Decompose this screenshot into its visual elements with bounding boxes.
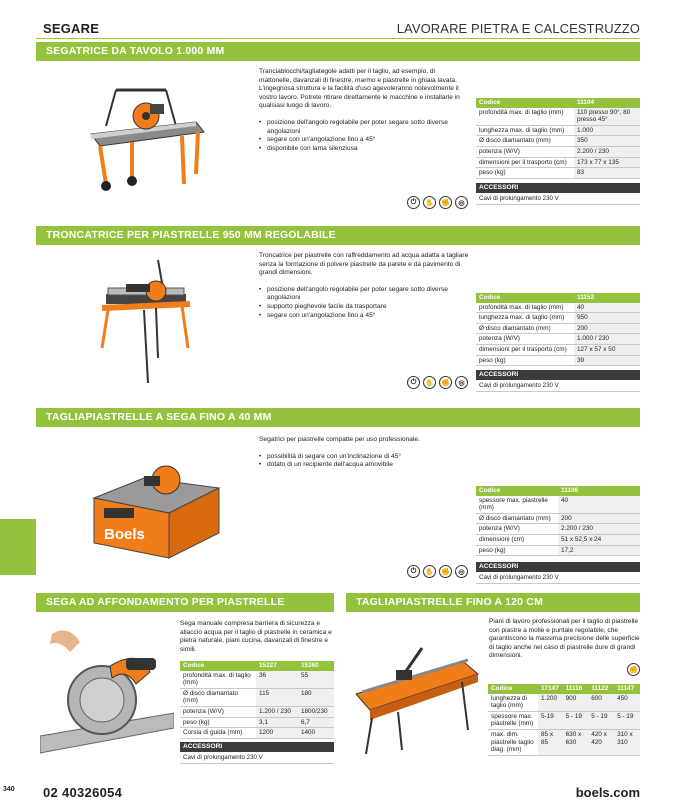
spec-table — [476, 98, 640, 205]
spec-value: 3,1 — [256, 717, 298, 728]
code-label: Codice — [476, 486, 558, 496]
spec-row — [476, 334, 640, 345]
feature-list — [259, 119, 469, 153]
glove-icon: ✊ — [439, 196, 452, 209]
spec-row — [488, 729, 640, 755]
spec-value: 2.200 / 230 — [574, 146, 640, 157]
description-text: Piani di lavoro professionali per il taglio di piastrelle con piastre a molle e puntale regolabile, che garantiscono la massima precisione delle superficie di taglio anche nel caso di piastrelle dure di grandi dimensioni. — [489, 618, 640, 660]
spec-row — [476, 168, 640, 179]
spec-label: dimensioni per il trasporto (cm) — [476, 344, 574, 355]
spec-value: 900 — [563, 694, 589, 712]
spec-row — [476, 524, 640, 535]
spec-label: peso (kg) — [180, 717, 256, 728]
safety-icons — [627, 663, 640, 676]
product-code: 11147 — [614, 684, 640, 694]
feature-item: • posizione dell'angolo regolabile per poter segare sotto diverse angolazioni — [259, 119, 469, 136]
feature-item: • disponibile con lama silenziosa — [259, 145, 469, 154]
product-code: 11116 — [563, 684, 589, 694]
spec-value: 950 — [574, 313, 640, 324]
table-saw-image — [86, 84, 206, 194]
category-title: SEGARE — [43, 21, 100, 36]
spec-row — [476, 496, 640, 514]
spec-label: spessore max. piastrelle (mm) — [476, 496, 558, 514]
accessories-header: ACCESSORI — [476, 183, 640, 193]
spec-value: 630 x 630 — [563, 729, 589, 755]
spec-row — [476, 136, 640, 147]
spec-row — [476, 534, 640, 545]
spec-label: lunghezza di taglio (mm) — [488, 694, 538, 712]
product-description — [259, 252, 474, 320]
spec-label: spessore max. piastrelle (mm) — [488, 711, 538, 729]
hand-icon: ✋ — [423, 376, 436, 389]
hand-icon: ✋ — [423, 196, 436, 209]
spec-value: 200 — [558, 513, 640, 524]
spec-label: max. dim. piastrelle taglio diag. (mm) — [488, 729, 538, 755]
spec-value: 40 — [558, 496, 640, 514]
spec-label: dimensioni per il trasporto (cm) — [476, 157, 574, 168]
spec-label: Ø disco diamantato (mm) — [476, 513, 558, 524]
spec-value: 1200 — [256, 728, 298, 739]
phone-number: 02 40326054 — [43, 785, 123, 800]
spec-label: potenza (W/V) — [180, 706, 256, 717]
spec-value: 55 — [298, 671, 334, 689]
accessories-item: Cavi di prolungamento 230 V — [476, 572, 640, 584]
spec-value: 51 x 52,5 x 24 — [558, 534, 640, 545]
spec-label: lunghezza max. di taglio (mm) — [476, 125, 574, 136]
spec-value: 5 - 19 — [588, 711, 614, 729]
spec-row — [180, 688, 334, 706]
ear-protection-icon: ◎ — [455, 196, 468, 209]
accessories-item: Cavi di prolungamento 230 V — [476, 380, 640, 392]
spec-value: 110 presso 90°, 80 presso 45° — [574, 108, 640, 126]
description-text: Troncatrice per piastrelle con raffreddamento ad acqua adatta a tagliare senza la formazione di polvere piastrelle da parete e da pavimento di grandi dimensioni. — [259, 252, 469, 277]
section-title: LAVORARE PIETRA E CALCESTRUZZO — [396, 21, 640, 36]
spec-label: Ø disco diamantato (mm) — [476, 136, 574, 147]
product-description — [180, 620, 338, 654]
spec-row — [476, 303, 640, 313]
accessories-item: Cavi di prolungamento 230 V — [180, 752, 334, 764]
spec-row — [180, 706, 334, 717]
safety-icons — [407, 376, 468, 389]
header-divider — [36, 38, 640, 39]
spec-row — [476, 545, 640, 556]
spec-value: 2.200 / 230 — [558, 524, 640, 535]
spec-value: 310 x 310 — [614, 729, 640, 755]
plunge-saw-image — [40, 618, 174, 768]
description-text: Sega manuale compresa barriera di sicurezza e allaccio acqua per il taglio di piastrelle in ceramica e pietra naturale, piani cucina, davanzali di finestre e simili. — [180, 620, 332, 653]
spec-table — [476, 486, 640, 584]
spec-value: 5 - 19 — [614, 711, 640, 729]
spec-row — [476, 157, 640, 168]
ear-protection-icon: ◎ — [455, 565, 468, 578]
product-description — [259, 436, 469, 470]
tile-cutter-image — [96, 258, 196, 386]
spec-value: 450 — [614, 694, 640, 712]
product-description — [259, 68, 469, 153]
spec-label: peso (kg) — [476, 355, 574, 366]
spec-label: profondità max. di taglio (mm) — [476, 303, 574, 313]
spec-row — [476, 108, 640, 126]
plug-icon: ⏻ — [407, 196, 420, 209]
spec-value: 200 — [574, 323, 640, 334]
spec-row — [476, 125, 640, 136]
spec-label: lunghezza max. di taglio (mm) — [476, 313, 574, 324]
accessories-header: ACCESSORI — [476, 370, 640, 380]
spec-value: 5-19 — [538, 711, 563, 729]
feature-list — [259, 286, 474, 320]
spec-value: 1400 — [298, 728, 334, 739]
spec-label: profondità max. di taglio (mm) — [476, 108, 574, 126]
spec-row — [488, 711, 640, 729]
glove-icon: ✊ — [439, 565, 452, 578]
safety-icons — [407, 565, 468, 578]
spec-value: 17,2 — [558, 545, 640, 556]
product-code: 15227 — [256, 661, 298, 671]
feature-item: • possibilità di segare con un'inclinazione di 45° — [259, 453, 469, 462]
accessories-item: Cavi di prolungamento 230 V — [476, 193, 640, 205]
spec-label: Ø disco diamantato (mm) — [180, 688, 256, 706]
page-number: 340 — [3, 786, 15, 793]
manual-tile-cutter-image — [352, 634, 482, 764]
feature-item: • posizione dell'angolo regolabile per poter segare sotto diverse angolazioni — [259, 286, 474, 303]
spec-row — [488, 694, 640, 712]
glove-icon: ✊ — [439, 376, 452, 389]
spec-label: dimensioni (cm) — [476, 534, 558, 545]
accessories-header: ACCESSORI — [476, 562, 640, 572]
spec-label: peso (kg) — [476, 168, 574, 179]
spec-value: 1.200 / 230 — [256, 706, 298, 717]
spec-value: 40 — [574, 303, 640, 313]
spec-value: 1.200 — [538, 694, 563, 712]
spec-row — [476, 323, 640, 334]
spec-label: peso (kg) — [476, 545, 558, 556]
product-title-bar: SEGA AD AFFONDAMENTO PER PIASTRELLE — [36, 593, 334, 612]
spec-label: Ø disco diamantato (mm) — [476, 323, 574, 334]
code-label: Codice — [488, 684, 538, 694]
section-side-tab — [0, 519, 36, 575]
spec-row — [476, 513, 640, 524]
spec-label: potenza (W/V) — [476, 524, 558, 535]
plug-icon: ⏻ — [407, 565, 420, 578]
spec-value: 6,7 — [298, 717, 334, 728]
product-description — [489, 618, 641, 661]
spec-value: 127 x 57 x 50 — [574, 344, 640, 355]
spec-value: 420 x 420 — [588, 729, 614, 755]
feature-item: • dotato di un recipiente dell'acqua amovibile — [259, 461, 469, 470]
ear-protection-icon: ◎ — [455, 376, 468, 389]
feature-item: • segare con un'angolazione fino a 45° — [259, 136, 469, 145]
feature-list — [259, 453, 469, 470]
website-link[interactable]: boels.com — [575, 785, 640, 800]
spec-row — [476, 355, 640, 366]
product-title-bar: TAGLIAPIASTRELLE A SEGA FINO A 40 MM — [36, 408, 640, 427]
spec-value: 39 — [574, 355, 640, 366]
spec-row — [476, 146, 640, 157]
description-text: Tranciablocchi/tagliategole adatti per il taglio, ad esempio, di mattonelle, davanzali di finestre, marmo e piastrelle in ghiaia lavata. L'ingegnosa struttura e la facilità d'uso agevoleranno notevolmente il vostro lavoro. Potrete ritirare direttamente le macchine e installarle in qualsiasi luogo di lavoro. — [259, 68, 460, 110]
safety-icons — [407, 196, 468, 209]
spec-row — [476, 344, 640, 355]
spec-value: 1.000 / 230 — [574, 334, 640, 345]
product-code: 15360 — [298, 661, 334, 671]
feature-item: • supporto pieghevole facile da trasportare — [259, 303, 474, 312]
spec-table — [476, 293, 640, 392]
code-label: Codice — [180, 661, 256, 671]
spec-value: 1800/230 — [298, 706, 334, 717]
spec-label: profondità max. di taglio (mm) — [180, 671, 256, 689]
spec-row — [476, 313, 640, 324]
spec-table — [180, 661, 334, 764]
product-title-bar: TRONCATRICE PER PIASTRELLE 950 MM REGOLABILE — [36, 226, 640, 245]
spec-value: 600 — [588, 694, 614, 712]
spec-value: 5 - 19 — [563, 711, 589, 729]
feature-item: • segare con un'angolazione fino a 45° — [259, 312, 474, 321]
plug-icon: ⏻ — [407, 376, 420, 389]
product-code: 11106 — [558, 486, 640, 496]
product-code: 17147 — [538, 684, 563, 694]
accessories-header: ACCESSORI — [180, 742, 334, 752]
spec-value: 115 — [256, 688, 298, 706]
code-label: Codice — [476, 293, 574, 303]
code-label: Codice — [476, 98, 574, 108]
spec-value: 1.000 — [574, 125, 640, 136]
product-code: 11152 — [574, 293, 640, 303]
spec-value: 36 — [256, 671, 298, 689]
spec-value: 85 x 85 — [538, 729, 563, 755]
hand-icon: ✋ — [423, 565, 436, 578]
product-title-bar: TAGLIAPIASTRELLE FINO A 120 CM — [346, 593, 640, 612]
product-code: 11104 — [574, 98, 640, 108]
spec-row — [180, 728, 334, 739]
glove-icon: ✊ — [627, 663, 640, 676]
spec-value: 83 — [574, 168, 640, 179]
spec-label: potenza (W/V) — [476, 334, 574, 345]
tile-saw-image — [84, 438, 224, 568]
brand-logo: Boels — [104, 526, 145, 543]
spec-label: potenza (W/V) — [476, 146, 574, 157]
spec-value: 173 x 77 x 135 — [574, 157, 640, 168]
spec-table — [488, 684, 640, 756]
product-code: 11122 — [588, 684, 614, 694]
spec-row — [180, 717, 334, 728]
spec-value: 350 — [574, 136, 640, 147]
description-text: Segatrici per piastrelle compatte per uso professionale. — [259, 436, 420, 443]
product-title-bar: SEGATRICE DA TAVOLO 1.000 MM — [36, 42, 640, 61]
spec-label: Corsia di guida (mm) — [180, 728, 256, 739]
spec-value: 180 — [298, 688, 334, 706]
spec-row — [180, 671, 334, 689]
